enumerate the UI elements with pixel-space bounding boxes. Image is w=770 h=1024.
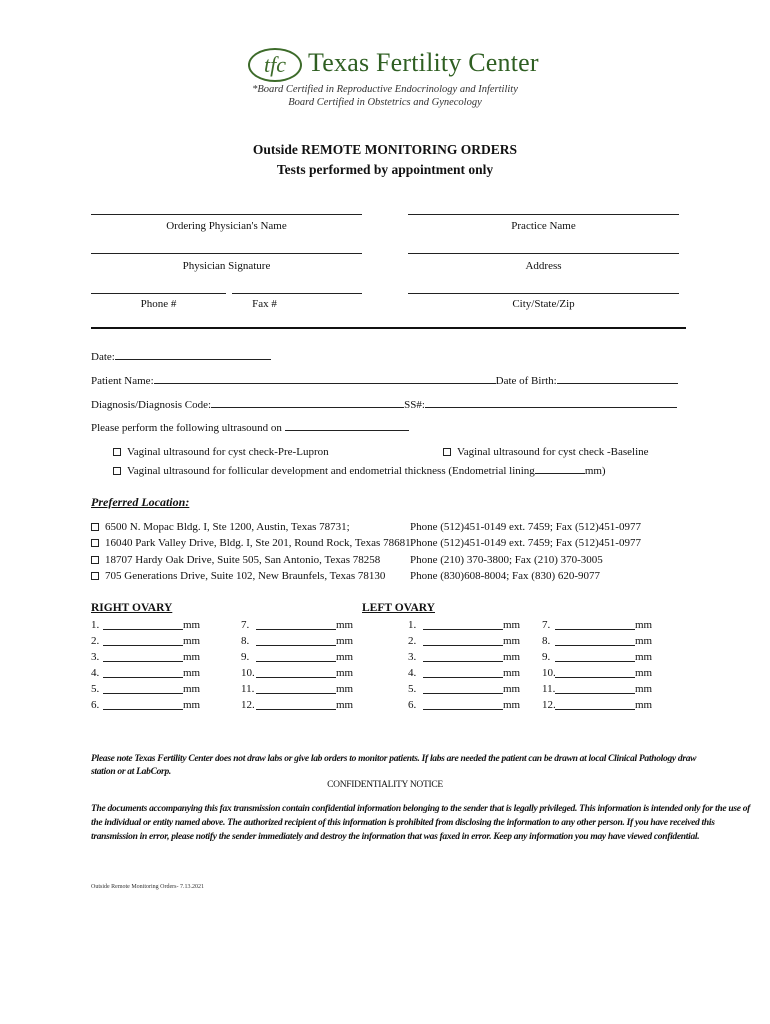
logo-mark: tfc bbox=[248, 48, 302, 82]
diagnosis-field[interactable] bbox=[211, 397, 404, 408]
checkbox-location-austin[interactable] bbox=[91, 523, 99, 531]
perform-on-field[interactable] bbox=[285, 420, 409, 431]
location-address: 705 Generations Drive, Suite 102, New Braunfels, Texas 78130 bbox=[105, 570, 386, 582]
location-address: 6500 N. Mopac Bldg. I, Ste 1200, Austin, Texas 78731; bbox=[105, 521, 350, 533]
option-pre-lupron bbox=[113, 446, 329, 458]
right-ovary-unit: mm bbox=[336, 699, 354, 711]
location-contact: Phone (512)451-0149 ext. 7459; Fax (512)451-0977 bbox=[410, 521, 641, 533]
ordering-physician-field[interactable] bbox=[91, 214, 362, 215]
option-follicular bbox=[113, 463, 606, 477]
right-ovary-unit: mm bbox=[336, 635, 354, 647]
left-ovary-unit: mm bbox=[503, 667, 521, 679]
left-ovary-heading: LEFT OVARY bbox=[362, 602, 435, 614]
left-ovary-unit: mm bbox=[503, 683, 521, 695]
city-state-zip-label: City/State/Zip bbox=[512, 298, 575, 310]
right-ovary-unit: mm bbox=[183, 699, 201, 711]
right-ovary-measurement-field[interactable] bbox=[256, 709, 336, 710]
checkbox-location-new-braunfels[interactable] bbox=[91, 572, 99, 580]
logo-text: Texas Fertility Center bbox=[308, 48, 539, 77]
left-ovary-unit: mm bbox=[635, 699, 653, 711]
location-contact: Phone (210) 370-3800; Fax (210) 370-3005 bbox=[410, 554, 603, 566]
location-contact: Phone (512)451-0149 ext. 7459; Fax (512)451-0977 bbox=[410, 537, 641, 549]
left-ovary-unit: mm bbox=[503, 635, 521, 647]
confidentiality-heading: CONFIDENTIALITY NOTICE bbox=[327, 780, 443, 790]
perform-on-label: Please perform the following ultrasound on bbox=[91, 422, 282, 434]
checkbox-location-san-antonio[interactable] bbox=[91, 556, 99, 564]
left-ovary-measurement-field[interactable] bbox=[555, 709, 635, 710]
phone-label: Phone # bbox=[140, 298, 177, 310]
page-subtitle: Tests performed by appointment only bbox=[276, 162, 494, 177]
left-ovary-row-number: 11. bbox=[542, 683, 556, 695]
confidentiality-line-1: The documents accompanying this fax transmission contain confidential information belonging to the sender that is legally privileged. This information is intended only for the use of bbox=[91, 804, 751, 814]
confidentiality-line-3: transmission in error, please notify the sender immediately and destroy the information that was faxed in error. Keep any information you may have viewed confidential. bbox=[91, 832, 700, 842]
page-title: Outside REMOTE MONITORING ORDERS bbox=[252, 142, 518, 157]
right-ovary-measurement-field[interactable] bbox=[103, 709, 183, 710]
checkbox-follicular[interactable] bbox=[113, 467, 121, 475]
diagnosis-row bbox=[91, 397, 677, 411]
left-ovary-unit: mm bbox=[635, 619, 653, 631]
location-item bbox=[91, 554, 380, 566]
option-baseline bbox=[443, 446, 649, 458]
right-ovary-measurement-field[interactable] bbox=[256, 629, 336, 630]
patient-name-label: Patient Name: bbox=[91, 375, 154, 387]
left-ovary-unit: mm bbox=[635, 667, 653, 679]
cert-line-2: Board Certified in Obstetrics and Gynecology bbox=[288, 97, 482, 108]
fax-label: Fax # bbox=[252, 298, 277, 310]
left-ovary-row-number: 12. bbox=[542, 699, 556, 711]
location-contact: Phone (830)608-8004; Fax (830) 620-9077 bbox=[410, 570, 601, 582]
right-ovary-row-number: 1. bbox=[91, 619, 100, 631]
left-ovary-measurement-field[interactable] bbox=[423, 709, 503, 710]
left-ovary-unit: mm bbox=[635, 651, 653, 663]
logo bbox=[248, 46, 548, 86]
right-ovary-row-number: 12. bbox=[241, 699, 255, 711]
right-ovary-measurement-field[interactable] bbox=[256, 693, 336, 694]
footer-version: Outside Remote Monitoring Orders- 7.13.2021 bbox=[91, 884, 204, 890]
patient-name-row bbox=[91, 373, 678, 387]
left-ovary-measurement-field[interactable] bbox=[555, 629, 635, 630]
option-pre-lupron-label: Vaginal ultrasound for cyst check-Pre-Lupron bbox=[127, 446, 329, 458]
left-ovary-measurement-field[interactable] bbox=[555, 693, 635, 694]
location-item bbox=[91, 521, 350, 533]
checkbox-baseline[interactable] bbox=[443, 448, 451, 456]
location-item bbox=[91, 537, 411, 549]
right-ovary-measurement-field[interactable] bbox=[103, 629, 183, 630]
right-ovary-row-number: 7. bbox=[241, 619, 250, 631]
left-ovary-measurement-field[interactable] bbox=[423, 645, 503, 646]
left-ovary-measurement-field[interactable] bbox=[555, 661, 635, 662]
dob-field[interactable] bbox=[557, 373, 678, 384]
checkbox-location-round-rock[interactable] bbox=[91, 539, 99, 547]
physician-signature-label: Physician Signature bbox=[182, 260, 271, 272]
right-ovary-row-number: 11. bbox=[241, 683, 255, 695]
right-ovary-measurement-field[interactable] bbox=[256, 661, 336, 662]
location-address: 16040 Park Valley Drive, Bldg. I, Ste 201, Round Rock, Texas 78681 bbox=[105, 537, 411, 549]
perform-row bbox=[91, 420, 409, 434]
city-state-zip-field[interactable] bbox=[408, 293, 679, 294]
location-item bbox=[91, 570, 385, 582]
right-ovary-row-number: 8. bbox=[241, 635, 250, 647]
ss-field[interactable] bbox=[425, 397, 677, 408]
left-ovary-row-number: 7. bbox=[542, 619, 551, 631]
right-ovary-measurement-field[interactable] bbox=[103, 645, 183, 646]
left-ovary-row-number: 1. bbox=[408, 619, 417, 631]
labs-note-line-1: Please note Texas Fertility Center does not draw labs or give lab orders to monitor patients. If labs are needed the patient can be drawn at local Clinical Pathology draw bbox=[91, 754, 697, 764]
right-ovary-unit: mm bbox=[336, 683, 354, 695]
right-ovary-measurement-field[interactable] bbox=[103, 677, 183, 678]
labs-note-line-2: station or at LabCorp. bbox=[91, 767, 171, 777]
practice-name-label: Practice Name bbox=[511, 220, 576, 232]
left-ovary-unit: mm bbox=[503, 619, 521, 631]
left-ovary-measurement-field[interactable] bbox=[423, 661, 503, 662]
left-ovary-row-number: 3. bbox=[408, 651, 417, 663]
checkbox-pre-lupron[interactable] bbox=[113, 448, 121, 456]
ordering-physician-label: Ordering Physician's Name bbox=[166, 220, 287, 232]
right-ovary-measurement-field[interactable] bbox=[256, 677, 336, 678]
cert-line-1: *Board Certified in Reproductive Endocrinology and Infertility bbox=[252, 84, 518, 95]
diagnosis-label: Diagnosis/Diagnosis Code: bbox=[91, 399, 212, 411]
date-row bbox=[91, 349, 271, 363]
location-address: 18707 Hardy Oak Drive, Suite 505, San Antonio, Texas 78258 bbox=[105, 554, 381, 566]
left-ovary-measurement-field[interactable] bbox=[423, 677, 503, 678]
date-label: Date: bbox=[91, 351, 115, 363]
ss-label: SS#: bbox=[404, 399, 425, 411]
right-ovary-row-number: 2. bbox=[91, 635, 100, 647]
preferred-location-heading: Preferred Location: bbox=[91, 495, 190, 509]
left-ovary-row-number: 4. bbox=[408, 667, 417, 679]
confidentiality-line-2: the individual or entity named above. The authorized recipient of this information is prohibited from disclosing the information to any other person. If you have received this bbox=[91, 818, 715, 828]
date-field[interactable] bbox=[115, 349, 271, 360]
left-ovary-measurement-field[interactable] bbox=[423, 693, 503, 694]
physician-signature-field[interactable] bbox=[91, 253, 362, 254]
right-ovary-unit: mm bbox=[336, 619, 354, 631]
dob-label: Date of Birth: bbox=[495, 375, 557, 387]
right-ovary-unit: mm bbox=[183, 651, 201, 663]
option-follicular-suffix: mm) bbox=[584, 465, 606, 477]
left-ovary-row-number: 8. bbox=[542, 635, 551, 647]
right-ovary-measurement-field[interactable] bbox=[103, 661, 183, 662]
right-ovary-unit: mm bbox=[183, 683, 201, 695]
endometrial-lining-field[interactable] bbox=[535, 463, 585, 474]
option-baseline-label: Vaginal ultrasound for cyst check -Baseline bbox=[457, 446, 649, 458]
address-field[interactable] bbox=[408, 253, 679, 254]
left-ovary-row-number: 10. bbox=[542, 667, 556, 679]
left-ovary-row-number: 9. bbox=[542, 651, 551, 663]
right-ovary-unit: mm bbox=[183, 635, 201, 647]
right-ovary-heading: RIGHT OVARY bbox=[91, 602, 173, 614]
right-ovary-unit: mm bbox=[183, 667, 201, 679]
phone-field[interactable] bbox=[91, 293, 226, 294]
right-ovary-measurement-field[interactable] bbox=[103, 693, 183, 694]
left-ovary-measurement-field[interactable] bbox=[555, 645, 635, 646]
left-ovary-unit: mm bbox=[635, 683, 653, 695]
section-divider bbox=[91, 327, 686, 329]
right-ovary-unit: mm bbox=[183, 619, 201, 631]
address-label: Address bbox=[525, 260, 562, 272]
right-ovary-row-number: 10. bbox=[241, 667, 255, 679]
right-ovary-unit: mm bbox=[336, 651, 354, 663]
left-ovary-unit: mm bbox=[635, 635, 653, 647]
patient-name-field[interactable] bbox=[154, 373, 496, 384]
fax-field[interactable] bbox=[232, 293, 362, 294]
option-follicular-label: Vaginal ultrasound for follicular development and endometrial thickness (Endometrial lining bbox=[127, 465, 535, 477]
right-ovary-row-number: 5. bbox=[91, 683, 100, 695]
left-ovary-unit: mm bbox=[503, 651, 521, 663]
right-ovary-measurement-field[interactable] bbox=[256, 645, 336, 646]
practice-name-field[interactable] bbox=[408, 214, 679, 215]
left-ovary-measurement-field[interactable] bbox=[423, 629, 503, 630]
left-ovary-measurement-field[interactable] bbox=[555, 677, 635, 678]
left-ovary-row-number: 2. bbox=[408, 635, 417, 647]
right-ovary-unit: mm bbox=[336, 667, 354, 679]
left-ovary-row-number: 6. bbox=[408, 699, 417, 711]
right-ovary-row-number: 6. bbox=[91, 699, 100, 711]
right-ovary-row-number: 9. bbox=[241, 651, 250, 663]
left-ovary-unit: mm bbox=[503, 699, 521, 711]
right-ovary-row-number: 4. bbox=[91, 667, 100, 679]
left-ovary-row-number: 5. bbox=[408, 683, 417, 695]
right-ovary-row-number: 3. bbox=[91, 651, 100, 663]
